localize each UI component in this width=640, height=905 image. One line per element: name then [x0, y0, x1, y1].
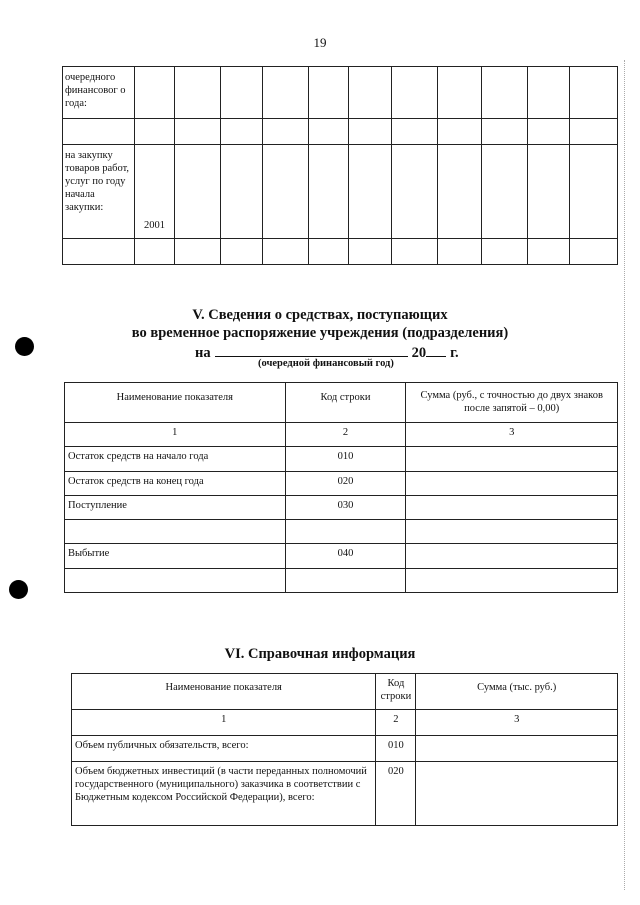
table-row — [63, 67, 618, 119]
indicator-name: Выбытие — [65, 544, 286, 569]
scan-edge — [624, 60, 627, 890]
section5-title-line2: во временное распоряжение учреждения (подразделения) — [131, 325, 509, 341]
table-row — [72, 736, 618, 762]
line-code: 020 — [285, 472, 406, 496]
reference-info-table — [71, 673, 618, 826]
table-row — [65, 472, 618, 496]
line-code: 040 — [285, 544, 406, 569]
column-header: Сумма (тыс. руб.) — [416, 674, 618, 710]
year-suffix: г. — [450, 345, 459, 361]
table-row — [65, 544, 618, 569]
column-header: Наименование показателя — [72, 674, 376, 710]
financial-year-caption: (очередной финансовый год) — [258, 358, 394, 369]
line-code: 020 — [376, 762, 416, 826]
na-prefix: на — [195, 345, 211, 361]
row-code — [134, 67, 174, 119]
temporary-funds-table — [64, 382, 618, 593]
table-row — [65, 496, 618, 520]
indicator-name: Поступление — [65, 496, 286, 520]
page-number: 19 — [313, 35, 327, 50]
amount-cell — [416, 762, 618, 826]
year-blank — [426, 342, 446, 357]
column-number-row: 1 2 3 — [72, 710, 618, 736]
table-row — [65, 447, 618, 472]
table-row — [63, 239, 618, 265]
line-code: 010 — [285, 447, 406, 472]
indicator-name: Остаток средств на начало года — [65, 447, 286, 472]
table-row — [63, 145, 618, 239]
column-header: Код строки — [376, 674, 416, 710]
punch-hole — [9, 580, 28, 599]
amount-cell — [406, 496, 618, 520]
punch-hole — [15, 337, 34, 356]
row-code: 2001 — [134, 145, 174, 239]
section6-title: VI. Справочная информация — [224, 646, 416, 662]
financial-year-blank — [215, 342, 408, 357]
indicator-name: Объем бюджетных инвестиций (в части переданных полномочий государственного (муниципального) заказчика в соответствии с Бюджетным кодексом Российской Федерации), всего: — [72, 762, 376, 826]
table-row — [65, 520, 618, 544]
table-row — [65, 569, 618, 593]
amount-cell — [406, 472, 618, 496]
amount-cell — [416, 736, 618, 762]
continuation-table — [62, 66, 618, 265]
table-header-row — [65, 383, 618, 423]
column-header: Наименование показателя — [65, 383, 286, 423]
line-code: 010 — [376, 736, 416, 762]
section5-title-line1: V. Сведения о средствах, поступающих — [192, 307, 448, 323]
table-header-row — [72, 674, 618, 710]
indicator-name: Объем публичных обязательств, всего: — [72, 736, 376, 762]
table-row — [63, 119, 618, 145]
indicator-name: Остаток средств на конец года — [65, 472, 286, 496]
year-prefix: 20 — [411, 345, 427, 361]
table-row — [72, 762, 618, 826]
row-label: очередного финансовог о года: — [63, 67, 135, 119]
column-header: Код строки — [285, 383, 406, 423]
amount-cell — [406, 447, 618, 472]
column-number-row: 1 2 3 — [65, 423, 618, 447]
row-label: на закупку товаров работ, услуг по году начала закупки: — [63, 145, 135, 239]
line-code: 030 — [285, 496, 406, 520]
amount-cell — [406, 544, 618, 569]
column-header: Сумма (руб., с точностью до двух знаков после запятой – 0,00) — [406, 383, 618, 423]
